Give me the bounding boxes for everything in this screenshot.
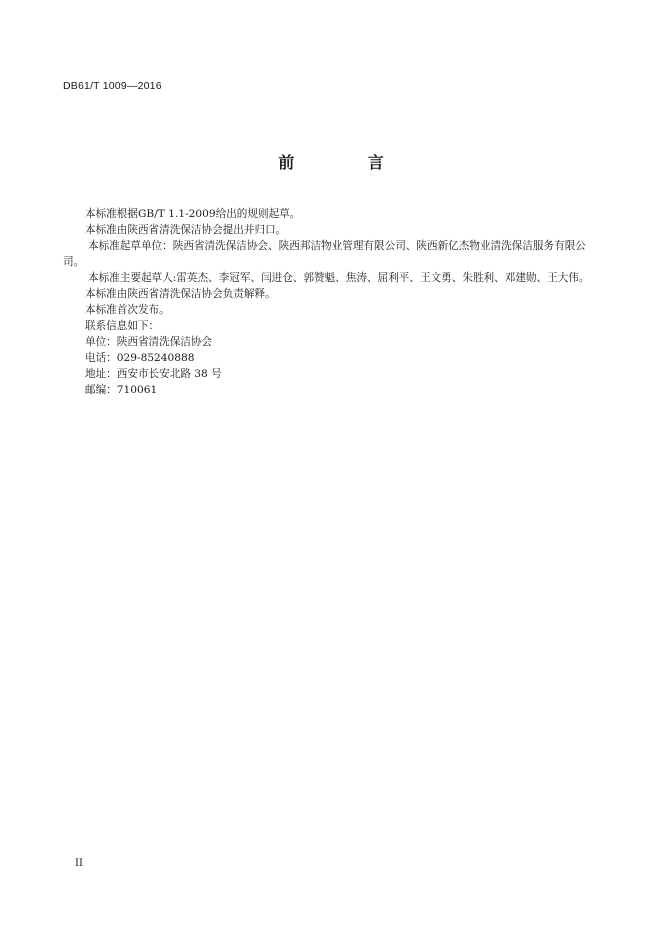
paragraph-proposer: 本标准由陕西省清洗保洁协会提出并归口。 [85,224,287,236]
paragraph-interpretation: 本标准由陕西省清洗保洁协会负责解释。 [85,288,276,300]
paragraph-first-release: 本标准首次发布。 [85,304,170,316]
contact-phone: 电话：029-85240888 [85,352,195,364]
paragraph-drafting-units: 本标准起草单位：陕西省清洗保洁协会、陕西邦洁物业管理有限公司、陕西新亿杰物业清洗保洁服务有限公司。 [63,240,586,268]
paragraph-drafting-rules: 本标准根据GB/T 1.1-2009给出的规则起草。 [85,208,301,220]
contact-unit: 单位：陕西省清洗保洁协会 [85,336,213,348]
page-number: II [75,858,83,869]
paragraph-contact-heading: 联系信息如下： [85,320,160,332]
contact-address: 地址：西安市长安北路 38 号 [85,368,222,380]
paragraph-drafters: 本标准主要起草人:雷英杰、李冠军、闫进仓、郭赞魁、焦涛、屈利平、王文勇、朱胜利、邓建勋、王大伟。 [88,272,590,284]
section-title: 前 言 [278,153,418,172]
foreword-body [63,206,593,398]
document-code: DB61/T 1009—2016 [63,80,162,92]
contact-postcode: 邮编：710061 [85,384,158,396]
